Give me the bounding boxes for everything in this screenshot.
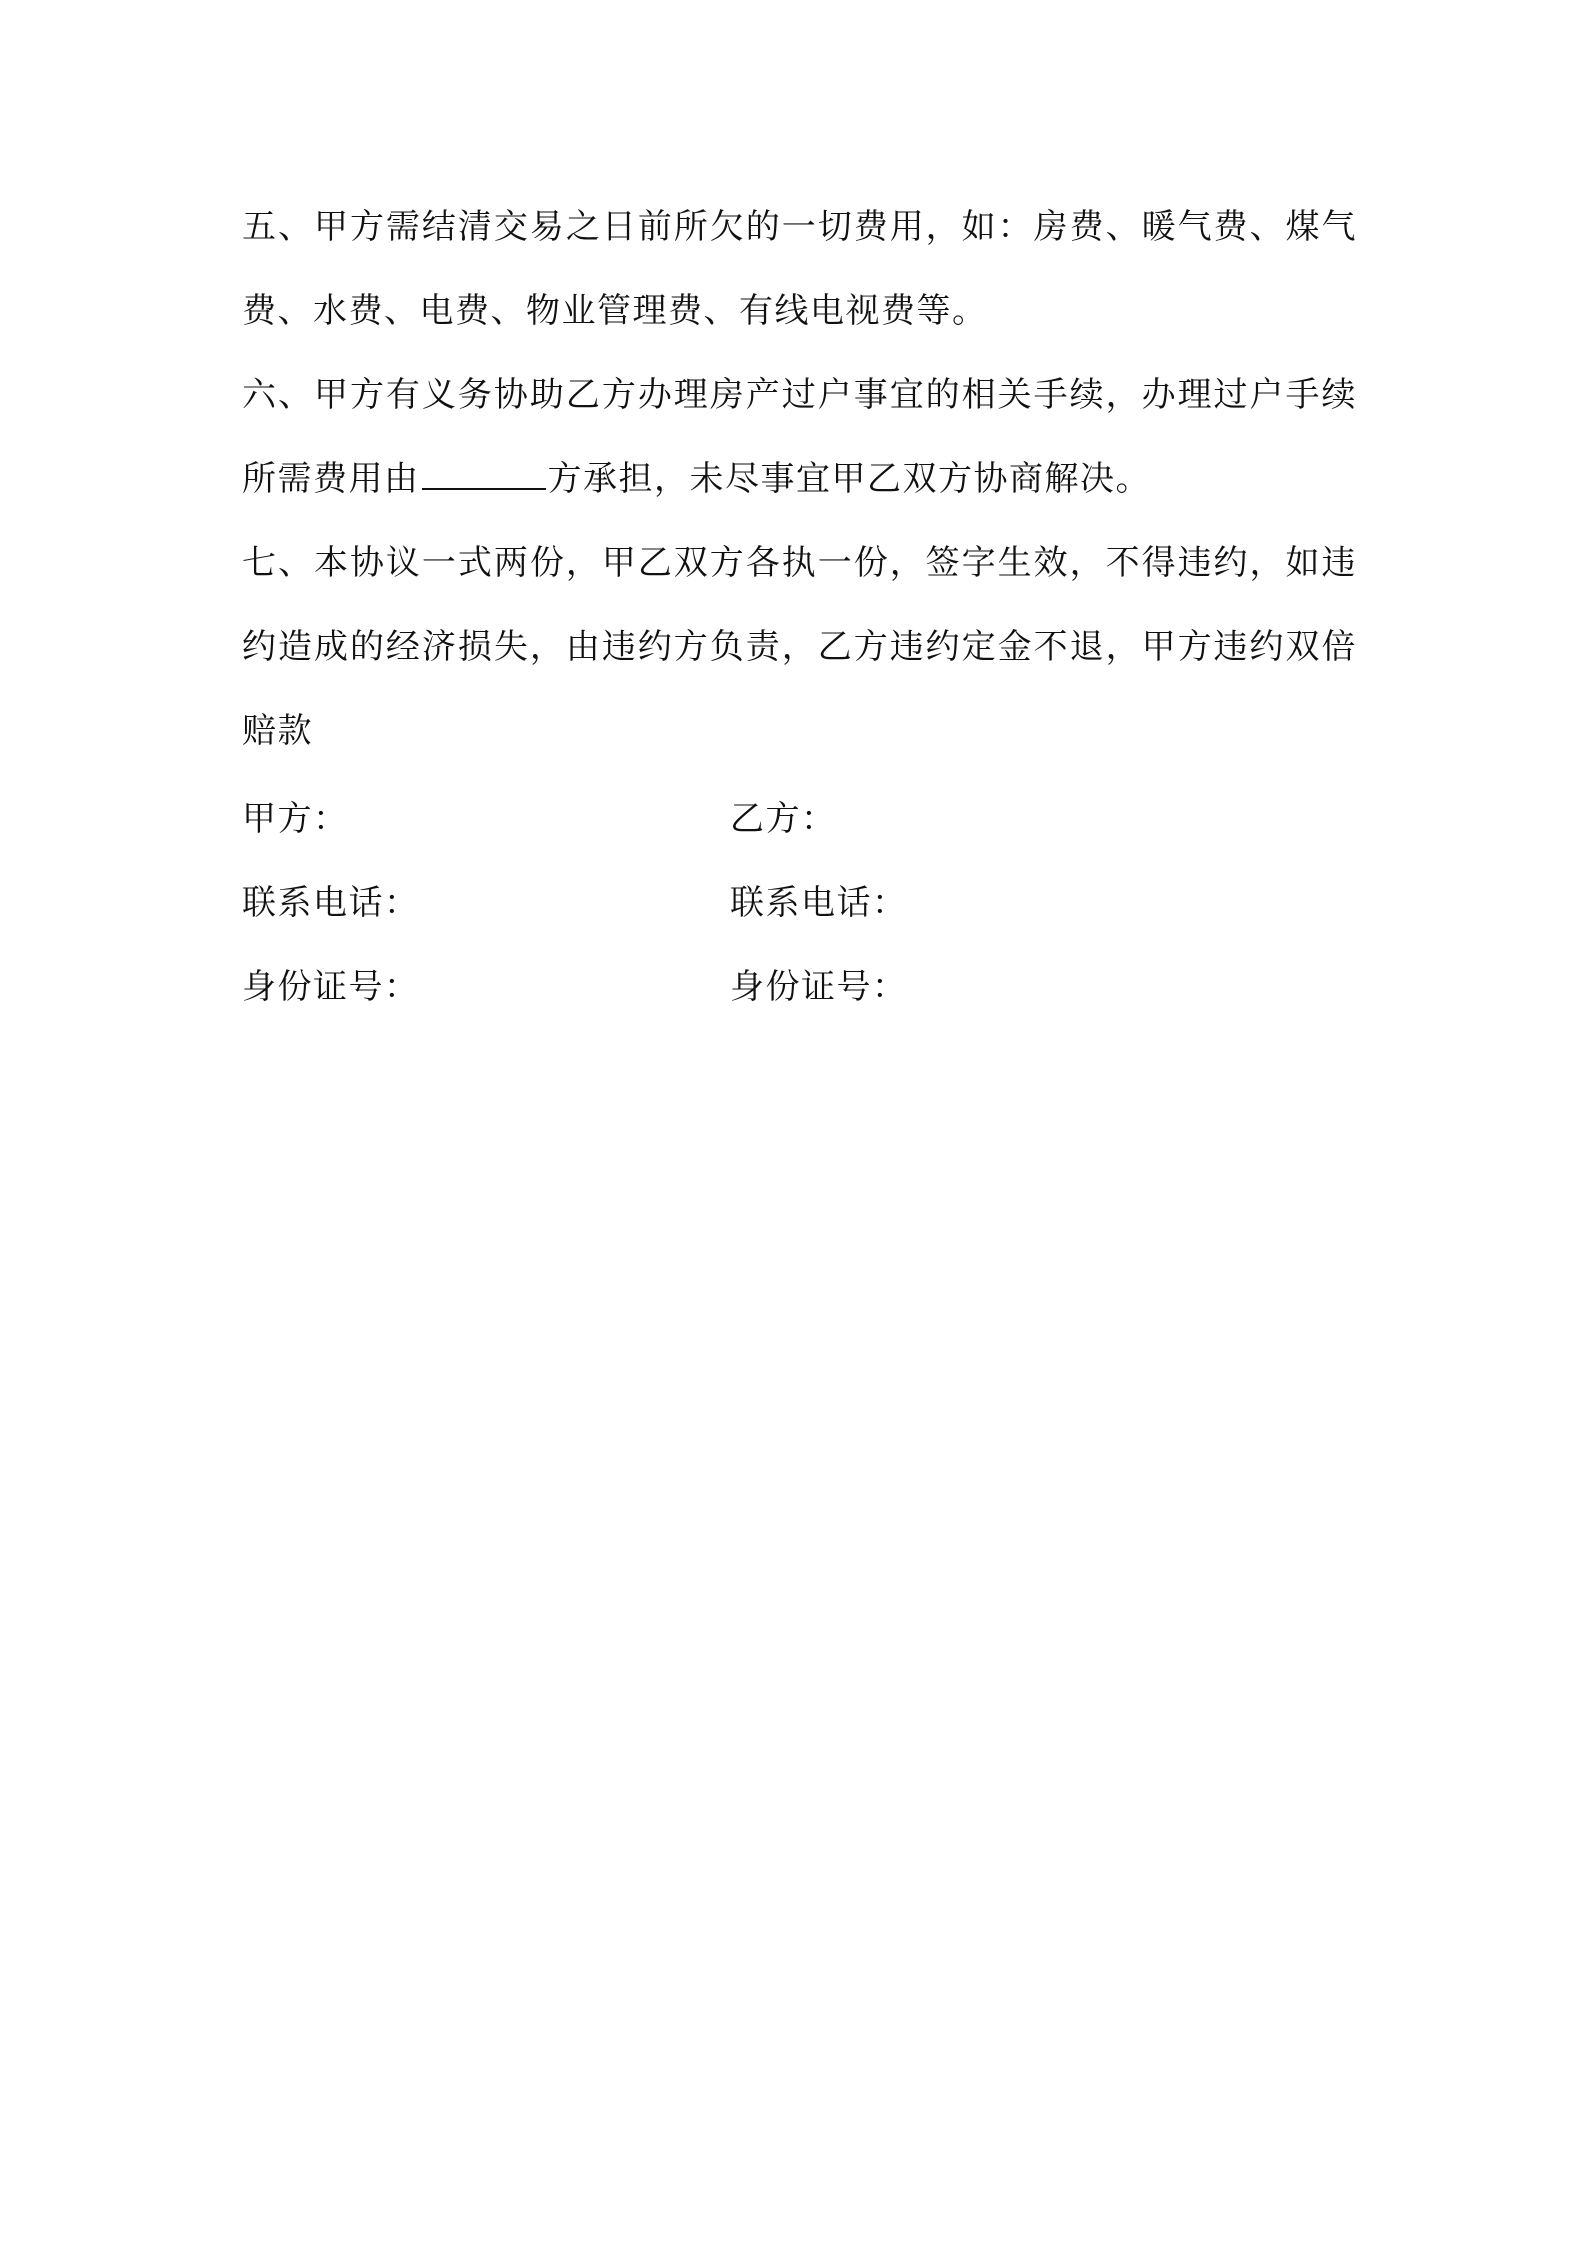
- signature-block: [242, 773, 1357, 1025]
- phone-row: [242, 857, 1357, 941]
- party-a-phone-label: 联系电话：: [242, 882, 420, 923]
- id-row: [242, 941, 1357, 1025]
- clause-5: 五、甲方需结清交易之日前所欠的一切费用，如：房费、暖气费、煤气费、水费、电费、物业管理费、有线电视费等。: [242, 207, 1357, 331]
- agreement-clauses: [242, 185, 1357, 773]
- clause-6: [242, 353, 1357, 521]
- party-b-id-label: 身份证号：: [730, 966, 908, 1007]
- party-b-phone-label: 联系电话：: [730, 882, 908, 923]
- fee-bearer-blank: [422, 458, 546, 490]
- party-a-id-label: 身份证号：: [242, 966, 420, 1007]
- clause-6-text-after-blank: 方承担，未尽事宜甲乙双方协商解决。: [547, 459, 1151, 499]
- party-row: [242, 773, 1357, 857]
- party-a-label: 甲方：: [242, 798, 349, 839]
- clause-7: 七、本协议一式两份，甲乙双方各执一份，签字生效，不得违约，如违约造成的经济损失，由违约方负责，乙方违约定金不退，甲方违约双倍赔款: [242, 543, 1357, 751]
- party-b-label: 乙方：: [730, 798, 837, 839]
- clause-6-text-before-blank: 六、甲方有义务协助乙方办理房产过户事宜的相关手续，办理过户手续所需费用由: [242, 375, 1357, 499]
